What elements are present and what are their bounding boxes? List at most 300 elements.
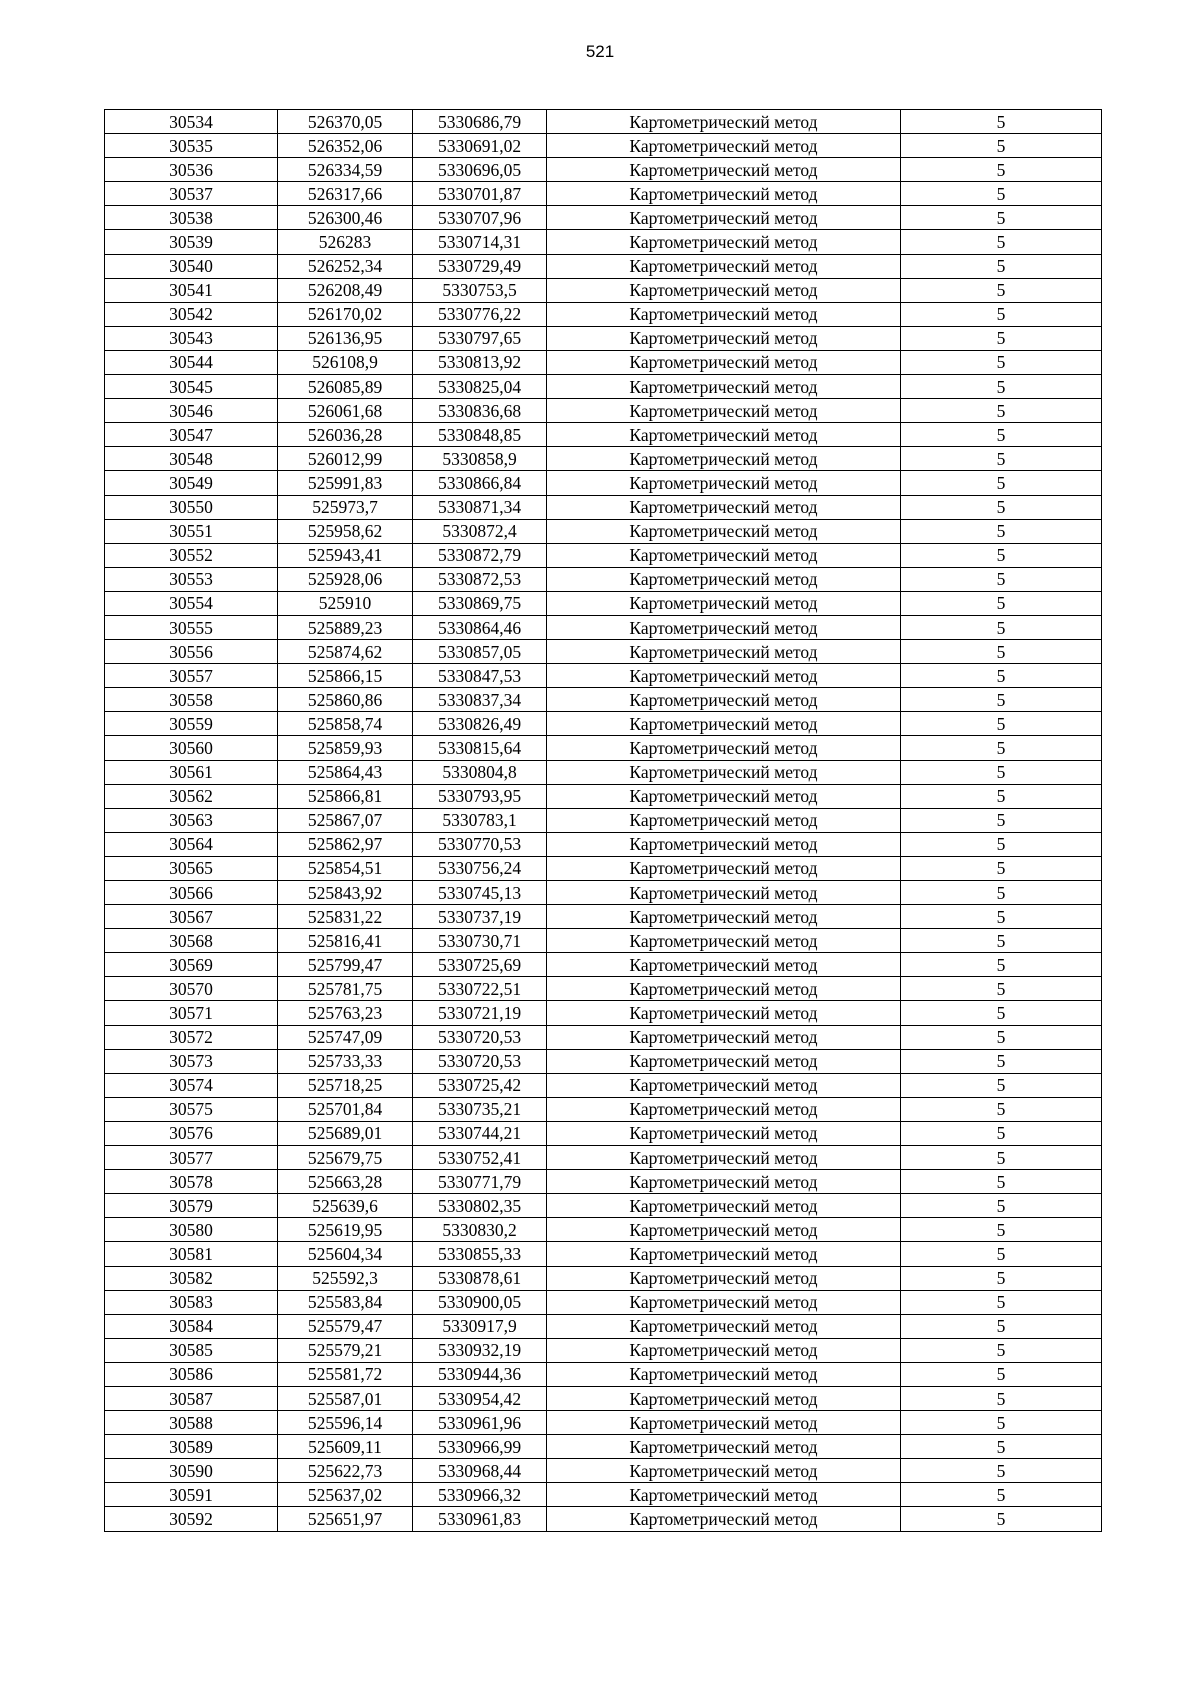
accuracy-cell: 5 bbox=[901, 1001, 1102, 1025]
x-coordinate-cell: 525639,6 bbox=[278, 1194, 413, 1218]
x-coordinate-cell: 526170,02 bbox=[278, 302, 413, 326]
accuracy-cell: 5 bbox=[901, 567, 1102, 591]
x-coordinate-cell: 526136,95 bbox=[278, 326, 413, 350]
table-row bbox=[105, 977, 1102, 1001]
table-row bbox=[105, 664, 1102, 688]
accuracy-cell: 5 bbox=[901, 1097, 1102, 1121]
point-number-cell: 30542 bbox=[105, 302, 278, 326]
y-coordinate-cell: 5330830,2 bbox=[413, 1218, 547, 1242]
point-number-cell: 30578 bbox=[105, 1170, 278, 1194]
y-coordinate-cell: 5330872,53 bbox=[413, 567, 547, 591]
accuracy-cell: 5 bbox=[901, 1266, 1102, 1290]
y-coordinate-cell: 5330725,42 bbox=[413, 1073, 547, 1097]
x-coordinate-cell: 526252,34 bbox=[278, 254, 413, 278]
table-row bbox=[105, 1386, 1102, 1410]
accuracy-cell: 5 bbox=[901, 712, 1102, 736]
y-coordinate-cell: 5330944,36 bbox=[413, 1362, 547, 1386]
x-coordinate-cell: 525854,51 bbox=[278, 856, 413, 880]
x-coordinate-cell: 525867,07 bbox=[278, 808, 413, 832]
y-coordinate-cell: 5330714,31 bbox=[413, 230, 547, 254]
y-coordinate-cell: 5330686,79 bbox=[413, 110, 547, 134]
coordinates-table bbox=[104, 109, 1102, 1532]
table-row bbox=[105, 832, 1102, 856]
y-coordinate-cell: 5330900,05 bbox=[413, 1290, 547, 1314]
accuracy-cell: 5 bbox=[901, 615, 1102, 639]
accuracy-cell: 5 bbox=[901, 1121, 1102, 1145]
point-number-cell: 30580 bbox=[105, 1218, 278, 1242]
accuracy-cell: 5 bbox=[901, 832, 1102, 856]
table-row bbox=[105, 1194, 1102, 1218]
point-number-cell: 30566 bbox=[105, 881, 278, 905]
method-cell: Картометрический метод bbox=[547, 1338, 901, 1362]
accuracy-cell: 5 bbox=[901, 350, 1102, 374]
point-number-cell: 30573 bbox=[105, 1049, 278, 1073]
y-coordinate-cell: 5330869,75 bbox=[413, 591, 547, 615]
page-number: 521 bbox=[585, 42, 615, 61]
method-cell: Картометрический метод bbox=[547, 881, 901, 905]
method-cell: Картометрический метод bbox=[547, 471, 901, 495]
table-row bbox=[105, 1338, 1102, 1362]
y-coordinate-cell: 5330804,8 bbox=[413, 760, 547, 784]
table-row bbox=[105, 1146, 1102, 1170]
point-number-cell: 30557 bbox=[105, 664, 278, 688]
x-coordinate-cell: 525864,43 bbox=[278, 760, 413, 784]
y-coordinate-cell: 5330961,96 bbox=[413, 1411, 547, 1435]
table-row bbox=[105, 110, 1102, 134]
x-coordinate-cell: 525866,15 bbox=[278, 664, 413, 688]
x-coordinate-cell: 525581,72 bbox=[278, 1362, 413, 1386]
method-cell: Картометрический метод bbox=[547, 206, 901, 230]
method-cell: Картометрический метод bbox=[547, 1170, 901, 1194]
table-row bbox=[105, 688, 1102, 712]
x-coordinate-cell: 526012,99 bbox=[278, 447, 413, 471]
x-coordinate-cell: 525651,97 bbox=[278, 1507, 413, 1531]
y-coordinate-cell: 5330847,53 bbox=[413, 664, 547, 688]
y-coordinate-cell: 5330858,9 bbox=[413, 447, 547, 471]
point-number-cell: 30555 bbox=[105, 615, 278, 639]
point-number-cell: 30560 bbox=[105, 736, 278, 760]
accuracy-cell: 5 bbox=[901, 1338, 1102, 1362]
method-cell: Картометрический метод bbox=[547, 736, 901, 760]
point-number-cell: 30590 bbox=[105, 1459, 278, 1483]
method-cell: Картометрический метод bbox=[547, 350, 901, 374]
y-coordinate-cell: 5330815,64 bbox=[413, 736, 547, 760]
x-coordinate-cell: 526300,46 bbox=[278, 206, 413, 230]
table-row bbox=[105, 519, 1102, 543]
point-number-cell: 30583 bbox=[105, 1290, 278, 1314]
point-number-cell: 30591 bbox=[105, 1483, 278, 1507]
accuracy-cell: 5 bbox=[901, 664, 1102, 688]
y-coordinate-cell: 5330744,21 bbox=[413, 1121, 547, 1145]
table-row bbox=[105, 640, 1102, 664]
x-coordinate-cell: 526334,59 bbox=[278, 158, 413, 182]
y-coordinate-cell: 5330961,83 bbox=[413, 1507, 547, 1531]
y-coordinate-cell: 5330866,84 bbox=[413, 471, 547, 495]
method-cell: Картометрический метод bbox=[547, 1483, 901, 1507]
x-coordinate-cell: 525866,81 bbox=[278, 784, 413, 808]
x-coordinate-cell: 525609,11 bbox=[278, 1435, 413, 1459]
y-coordinate-cell: 5330825,04 bbox=[413, 375, 547, 399]
table-row bbox=[105, 929, 1102, 953]
table-row bbox=[105, 760, 1102, 784]
accuracy-cell: 5 bbox=[901, 1242, 1102, 1266]
point-number-cell: 30553 bbox=[105, 567, 278, 591]
point-number-cell: 30572 bbox=[105, 1025, 278, 1049]
x-coordinate-cell: 525859,93 bbox=[278, 736, 413, 760]
accuracy-cell: 5 bbox=[901, 1411, 1102, 1435]
point-number-cell: 30543 bbox=[105, 326, 278, 350]
table-row bbox=[105, 1266, 1102, 1290]
method-cell: Картометрический метод bbox=[547, 591, 901, 615]
accuracy-cell: 5 bbox=[901, 977, 1102, 1001]
x-coordinate-cell: 525701,84 bbox=[278, 1097, 413, 1121]
table-row bbox=[105, 905, 1102, 929]
accuracy-cell: 5 bbox=[901, 1073, 1102, 1097]
accuracy-cell: 5 bbox=[901, 399, 1102, 423]
point-number-cell: 30581 bbox=[105, 1242, 278, 1266]
accuracy-cell: 5 bbox=[901, 640, 1102, 664]
method-cell: Картометрический метод bbox=[547, 543, 901, 567]
y-coordinate-cell: 5330730,71 bbox=[413, 929, 547, 953]
y-coordinate-cell: 5330707,96 bbox=[413, 206, 547, 230]
accuracy-cell: 5 bbox=[901, 905, 1102, 929]
point-number-cell: 30577 bbox=[105, 1146, 278, 1170]
x-coordinate-cell: 526208,49 bbox=[278, 278, 413, 302]
y-coordinate-cell: 5330872,4 bbox=[413, 519, 547, 543]
y-coordinate-cell: 5330837,34 bbox=[413, 688, 547, 712]
table-row bbox=[105, 326, 1102, 350]
table-row bbox=[105, 423, 1102, 447]
y-coordinate-cell: 5330968,44 bbox=[413, 1459, 547, 1483]
table-row bbox=[105, 182, 1102, 206]
y-coordinate-cell: 5330864,46 bbox=[413, 615, 547, 639]
y-coordinate-cell: 5330954,42 bbox=[413, 1386, 547, 1410]
method-cell: Картометрический метод bbox=[547, 375, 901, 399]
y-coordinate-cell: 5330793,95 bbox=[413, 784, 547, 808]
point-number-cell: 30559 bbox=[105, 712, 278, 736]
method-cell: Картометрический метод bbox=[547, 1121, 901, 1145]
method-cell: Картометрический метод bbox=[547, 1194, 901, 1218]
accuracy-cell: 5 bbox=[901, 375, 1102, 399]
accuracy-cell: 5 bbox=[901, 230, 1102, 254]
method-cell: Картометрический метод bbox=[547, 929, 901, 953]
method-cell: Картометрический метод bbox=[547, 447, 901, 471]
accuracy-cell: 5 bbox=[901, 1386, 1102, 1410]
method-cell: Картометрический метод bbox=[547, 519, 901, 543]
accuracy-cell: 5 bbox=[901, 929, 1102, 953]
x-coordinate-cell: 525991,83 bbox=[278, 471, 413, 495]
method-cell: Картометрический метод bbox=[547, 302, 901, 326]
x-coordinate-cell: 525874,62 bbox=[278, 640, 413, 664]
point-number-cell: 30563 bbox=[105, 808, 278, 832]
y-coordinate-cell: 5330722,51 bbox=[413, 977, 547, 1001]
y-coordinate-cell: 5330871,34 bbox=[413, 495, 547, 519]
method-cell: Картометрический метод bbox=[547, 423, 901, 447]
method-cell: Картометрический метод bbox=[547, 1097, 901, 1121]
table-row bbox=[105, 1435, 1102, 1459]
x-coordinate-cell: 525928,06 bbox=[278, 567, 413, 591]
method-cell: Картометрический метод bbox=[547, 1001, 901, 1025]
accuracy-cell: 5 bbox=[901, 471, 1102, 495]
accuracy-cell: 5 bbox=[901, 326, 1102, 350]
x-coordinate-cell: 525663,28 bbox=[278, 1170, 413, 1194]
accuracy-cell: 5 bbox=[901, 182, 1102, 206]
method-cell: Картометрический метод bbox=[547, 856, 901, 880]
y-coordinate-cell: 5330720,53 bbox=[413, 1025, 547, 1049]
y-coordinate-cell: 5330745,13 bbox=[413, 881, 547, 905]
method-cell: Картометрический метод bbox=[547, 326, 901, 350]
x-coordinate-cell: 525943,41 bbox=[278, 543, 413, 567]
method-cell: Картометрический метод bbox=[547, 567, 901, 591]
accuracy-cell: 5 bbox=[901, 519, 1102, 543]
point-number-cell: 30570 bbox=[105, 977, 278, 1001]
x-coordinate-cell: 525622,73 bbox=[278, 1459, 413, 1483]
x-coordinate-cell: 525831,22 bbox=[278, 905, 413, 929]
x-coordinate-cell: 525604,34 bbox=[278, 1242, 413, 1266]
point-number-cell: 30547 bbox=[105, 423, 278, 447]
y-coordinate-cell: 5330826,49 bbox=[413, 712, 547, 736]
coordinates-table-body bbox=[105, 110, 1102, 1532]
method-cell: Картометрический метод bbox=[547, 808, 901, 832]
y-coordinate-cell: 5330872,79 bbox=[413, 543, 547, 567]
x-coordinate-cell: 525958,62 bbox=[278, 519, 413, 543]
accuracy-cell: 5 bbox=[901, 543, 1102, 567]
table-row bbox=[105, 1218, 1102, 1242]
table-row bbox=[105, 447, 1102, 471]
table-row bbox=[105, 1459, 1102, 1483]
point-number-cell: 30544 bbox=[105, 350, 278, 374]
x-coordinate-cell: 525858,74 bbox=[278, 712, 413, 736]
x-coordinate-cell: 526317,66 bbox=[278, 182, 413, 206]
table-row bbox=[105, 1290, 1102, 1314]
x-coordinate-cell: 525689,01 bbox=[278, 1121, 413, 1145]
table-row bbox=[105, 615, 1102, 639]
y-coordinate-cell: 5330701,87 bbox=[413, 182, 547, 206]
x-coordinate-cell: 525587,01 bbox=[278, 1386, 413, 1410]
accuracy-cell: 5 bbox=[901, 1170, 1102, 1194]
y-coordinate-cell: 5330770,53 bbox=[413, 832, 547, 856]
point-number-cell: 30576 bbox=[105, 1121, 278, 1145]
table-row bbox=[105, 1049, 1102, 1073]
method-cell: Картометрический метод bbox=[547, 905, 901, 929]
table-row bbox=[105, 134, 1102, 158]
point-number-cell: 30558 bbox=[105, 688, 278, 712]
method-cell: Картометрический метод bbox=[547, 1459, 901, 1483]
method-cell: Картометрический метод bbox=[547, 1290, 901, 1314]
table-row bbox=[105, 1483, 1102, 1507]
method-cell: Картометрический метод bbox=[547, 760, 901, 784]
table-row bbox=[105, 1001, 1102, 1025]
x-coordinate-cell: 526085,89 bbox=[278, 375, 413, 399]
method-cell: Картометрический метод bbox=[547, 1025, 901, 1049]
point-number-cell: 30574 bbox=[105, 1073, 278, 1097]
point-number-cell: 30551 bbox=[105, 519, 278, 543]
table-row bbox=[105, 953, 1102, 977]
x-coordinate-cell: 525763,23 bbox=[278, 1001, 413, 1025]
accuracy-cell: 5 bbox=[901, 254, 1102, 278]
table-row bbox=[105, 278, 1102, 302]
y-coordinate-cell: 5330771,79 bbox=[413, 1170, 547, 1194]
table-row bbox=[105, 350, 1102, 374]
point-number-cell: 30535 bbox=[105, 134, 278, 158]
y-coordinate-cell: 5330932,19 bbox=[413, 1338, 547, 1362]
y-coordinate-cell: 5330857,05 bbox=[413, 640, 547, 664]
table-row bbox=[105, 808, 1102, 832]
accuracy-cell: 5 bbox=[901, 1314, 1102, 1338]
x-coordinate-cell: 525799,47 bbox=[278, 953, 413, 977]
x-coordinate-cell: 525579,47 bbox=[278, 1314, 413, 1338]
table-row bbox=[105, 399, 1102, 423]
method-cell: Картометрический метод bbox=[547, 1242, 901, 1266]
y-coordinate-cell: 5330848,85 bbox=[413, 423, 547, 447]
point-number-cell: 30552 bbox=[105, 543, 278, 567]
method-cell: Картометрический метод bbox=[547, 399, 901, 423]
accuracy-cell: 5 bbox=[901, 1025, 1102, 1049]
y-coordinate-cell: 5330737,19 bbox=[413, 905, 547, 929]
table-row bbox=[105, 543, 1102, 567]
point-number-cell: 30588 bbox=[105, 1411, 278, 1435]
y-coordinate-cell: 5330776,22 bbox=[413, 302, 547, 326]
method-cell: Картометрический метод bbox=[547, 1411, 901, 1435]
accuracy-cell: 5 bbox=[901, 1049, 1102, 1073]
table-row bbox=[105, 1411, 1102, 1435]
x-coordinate-cell: 525733,33 bbox=[278, 1049, 413, 1073]
x-coordinate-cell: 525747,09 bbox=[278, 1025, 413, 1049]
accuracy-cell: 5 bbox=[901, 206, 1102, 230]
method-cell: Картометрический метод bbox=[547, 495, 901, 519]
x-coordinate-cell: 525679,75 bbox=[278, 1146, 413, 1170]
method-cell: Картометрический метод bbox=[547, 1435, 901, 1459]
method-cell: Картометрический метод bbox=[547, 230, 901, 254]
table-row bbox=[105, 567, 1102, 591]
method-cell: Картометрический метод bbox=[547, 977, 901, 1001]
point-number-cell: 30534 bbox=[105, 110, 278, 134]
table-row bbox=[105, 1242, 1102, 1266]
accuracy-cell: 5 bbox=[901, 760, 1102, 784]
point-number-cell: 30567 bbox=[105, 905, 278, 929]
method-cell: Картометрический метод bbox=[547, 1507, 901, 1531]
x-coordinate-cell: 525816,41 bbox=[278, 929, 413, 953]
point-number-cell: 30569 bbox=[105, 953, 278, 977]
method-cell: Картометрический метод bbox=[547, 1146, 901, 1170]
accuracy-cell: 5 bbox=[901, 1459, 1102, 1483]
method-cell: Картометрический метод bbox=[547, 1362, 901, 1386]
y-coordinate-cell: 5330878,61 bbox=[413, 1266, 547, 1290]
accuracy-cell: 5 bbox=[901, 1435, 1102, 1459]
accuracy-cell: 5 bbox=[901, 856, 1102, 880]
point-number-cell: 30564 bbox=[105, 832, 278, 856]
accuracy-cell: 5 bbox=[901, 784, 1102, 808]
point-number-cell: 30550 bbox=[105, 495, 278, 519]
x-coordinate-cell: 525619,95 bbox=[278, 1218, 413, 1242]
method-cell: Картометрический метод bbox=[547, 1049, 901, 1073]
table-row bbox=[105, 1097, 1102, 1121]
accuracy-cell: 5 bbox=[901, 688, 1102, 712]
table-row bbox=[105, 736, 1102, 760]
accuracy-cell: 5 bbox=[901, 1507, 1102, 1531]
y-coordinate-cell: 5330855,33 bbox=[413, 1242, 547, 1266]
y-coordinate-cell: 5330836,68 bbox=[413, 399, 547, 423]
point-number-cell: 30554 bbox=[105, 591, 278, 615]
method-cell: Картометрический метод bbox=[547, 1218, 901, 1242]
accuracy-cell: 5 bbox=[901, 1218, 1102, 1242]
method-cell: Картометрический метод bbox=[547, 1386, 901, 1410]
accuracy-cell: 5 bbox=[901, 278, 1102, 302]
method-cell: Картометрический метод bbox=[547, 110, 901, 134]
table-row bbox=[105, 1073, 1102, 1097]
point-number-cell: 30571 bbox=[105, 1001, 278, 1025]
x-coordinate-cell: 526108,9 bbox=[278, 350, 413, 374]
y-coordinate-cell: 5330721,19 bbox=[413, 1001, 547, 1025]
point-number-cell: 30592 bbox=[105, 1507, 278, 1531]
point-number-cell: 30549 bbox=[105, 471, 278, 495]
x-coordinate-cell: 525583,84 bbox=[278, 1290, 413, 1314]
x-coordinate-cell: 525781,75 bbox=[278, 977, 413, 1001]
table-row bbox=[105, 1507, 1102, 1531]
accuracy-cell: 5 bbox=[901, 1362, 1102, 1386]
y-coordinate-cell: 5330752,41 bbox=[413, 1146, 547, 1170]
accuracy-cell: 5 bbox=[901, 110, 1102, 134]
point-number-cell: 30582 bbox=[105, 1266, 278, 1290]
x-coordinate-cell: 525718,25 bbox=[278, 1073, 413, 1097]
point-number-cell: 30585 bbox=[105, 1338, 278, 1362]
y-coordinate-cell: 5330783,1 bbox=[413, 808, 547, 832]
y-coordinate-cell: 5330696,05 bbox=[413, 158, 547, 182]
x-coordinate-cell: 525637,02 bbox=[278, 1483, 413, 1507]
method-cell: Картометрический метод bbox=[547, 1073, 901, 1097]
table-row bbox=[105, 230, 1102, 254]
y-coordinate-cell: 5330802,35 bbox=[413, 1194, 547, 1218]
table-row bbox=[105, 1314, 1102, 1338]
table-row bbox=[105, 1121, 1102, 1145]
method-cell: Картометрический метод bbox=[547, 182, 901, 206]
x-coordinate-cell: 525889,23 bbox=[278, 615, 413, 639]
table-row bbox=[105, 856, 1102, 880]
y-coordinate-cell: 5330966,99 bbox=[413, 1435, 547, 1459]
accuracy-cell: 5 bbox=[901, 447, 1102, 471]
accuracy-cell: 5 bbox=[901, 423, 1102, 447]
x-coordinate-cell: 525843,92 bbox=[278, 881, 413, 905]
accuracy-cell: 5 bbox=[901, 1483, 1102, 1507]
x-coordinate-cell: 526061,68 bbox=[278, 399, 413, 423]
point-number-cell: 30536 bbox=[105, 158, 278, 182]
x-coordinate-cell: 525862,97 bbox=[278, 832, 413, 856]
x-coordinate-cell: 526370,05 bbox=[278, 110, 413, 134]
y-coordinate-cell: 5330729,49 bbox=[413, 254, 547, 278]
point-number-cell: 30545 bbox=[105, 375, 278, 399]
accuracy-cell: 5 bbox=[901, 158, 1102, 182]
point-number-cell: 30561 bbox=[105, 760, 278, 784]
accuracy-cell: 5 bbox=[901, 302, 1102, 326]
y-coordinate-cell: 5330797,65 bbox=[413, 326, 547, 350]
point-number-cell: 30587 bbox=[105, 1386, 278, 1410]
y-coordinate-cell: 5330691,02 bbox=[413, 134, 547, 158]
method-cell: Картометрический метод bbox=[547, 134, 901, 158]
x-coordinate-cell: 526283 bbox=[278, 230, 413, 254]
point-number-cell: 30538 bbox=[105, 206, 278, 230]
x-coordinate-cell: 525592,3 bbox=[278, 1266, 413, 1290]
x-coordinate-cell: 525860,86 bbox=[278, 688, 413, 712]
y-coordinate-cell: 5330966,32 bbox=[413, 1483, 547, 1507]
point-number-cell: 30548 bbox=[105, 447, 278, 471]
table-row bbox=[105, 881, 1102, 905]
table-row bbox=[105, 1025, 1102, 1049]
y-coordinate-cell: 5330725,69 bbox=[413, 953, 547, 977]
y-coordinate-cell: 5330753,5 bbox=[413, 278, 547, 302]
table-row bbox=[105, 495, 1102, 519]
table-row bbox=[105, 158, 1102, 182]
method-cell: Картометрический метод bbox=[547, 640, 901, 664]
